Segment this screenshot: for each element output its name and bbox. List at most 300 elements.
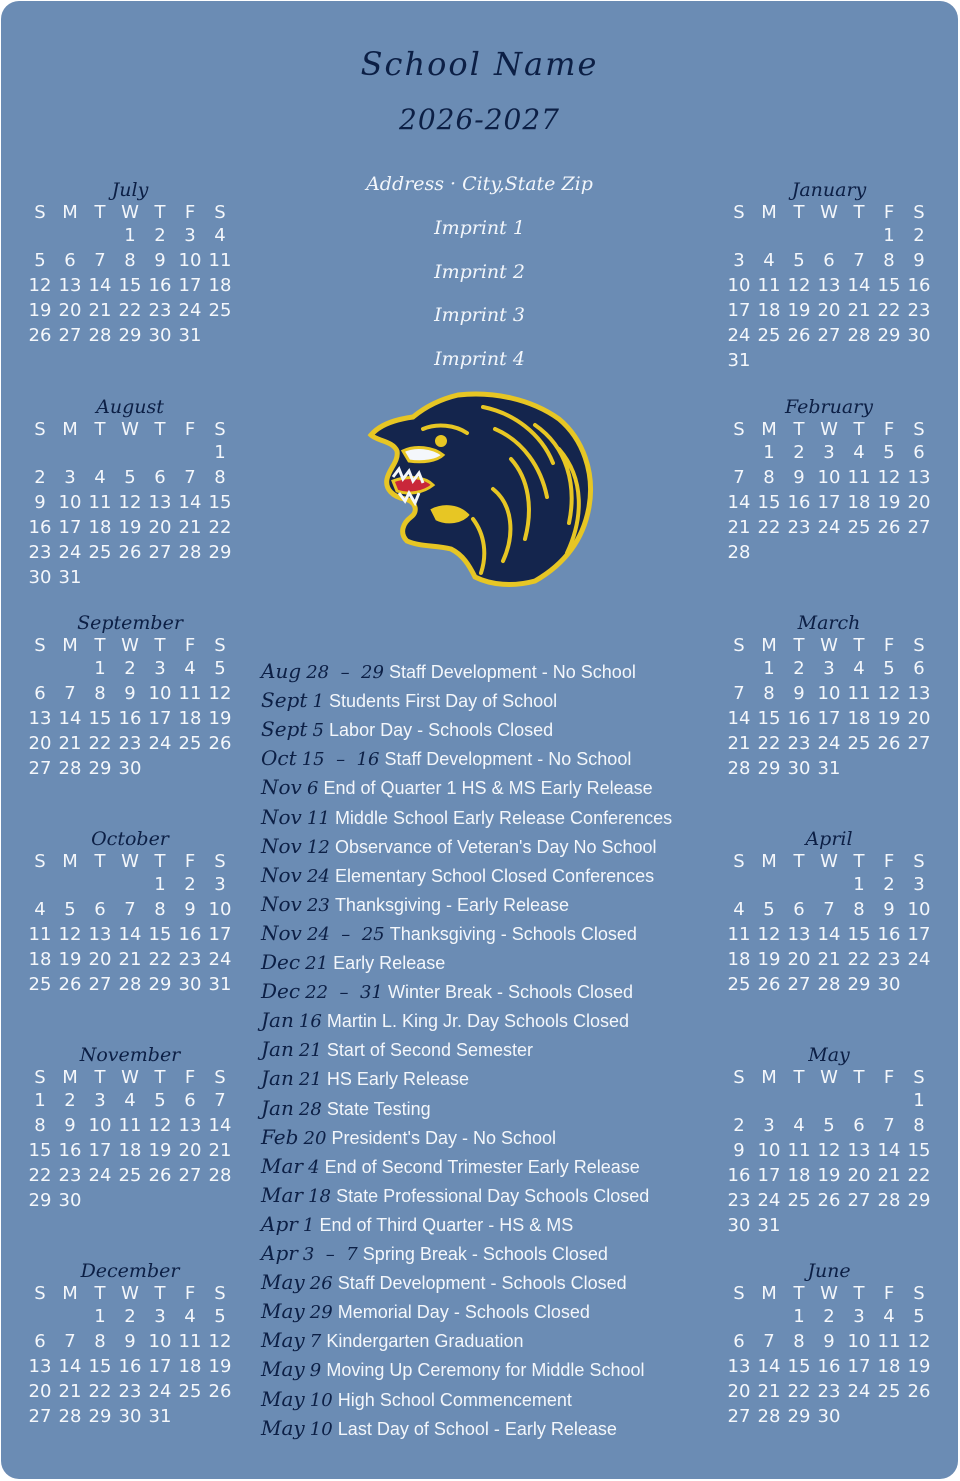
day-cell: 24 bbox=[907, 949, 931, 970]
event-month: May bbox=[261, 1270, 305, 1295]
weekday-label: F bbox=[883, 850, 895, 872]
weekday-label: T bbox=[94, 1282, 106, 1304]
month-name: September bbox=[77, 612, 183, 634]
week-row bbox=[25, 1188, 235, 1213]
weekday-label: M bbox=[761, 418, 777, 440]
day-cell: 19 bbox=[28, 300, 52, 321]
day-cell: 4 bbox=[184, 658, 196, 679]
day-cell: 3 bbox=[823, 658, 835, 679]
day-cell: 12 bbox=[877, 467, 901, 488]
month-july bbox=[25, 179, 235, 348]
weekday-label: S bbox=[913, 1282, 925, 1304]
event-description: Kindergarten Graduation bbox=[326, 1331, 524, 1352]
month-september bbox=[25, 612, 235, 781]
day-cell: 31 bbox=[757, 1215, 781, 1236]
week-row bbox=[25, 656, 235, 681]
week-row bbox=[25, 1379, 235, 1404]
day-cell: 27 bbox=[28, 758, 52, 779]
weekday-label: S bbox=[913, 850, 925, 872]
weekday-label: W bbox=[820, 850, 838, 872]
day-cell: 14 bbox=[118, 924, 142, 945]
week-row bbox=[724, 540, 934, 565]
day-cell: 8 bbox=[214, 467, 226, 488]
day-cell: 17 bbox=[817, 708, 841, 729]
weekday-label: T bbox=[154, 1066, 166, 1088]
weekday-label: S bbox=[214, 1282, 226, 1304]
event-description: Observance of Veteran's Day No School bbox=[334, 836, 657, 857]
week-row bbox=[724, 1188, 934, 1213]
day-cell: 1 bbox=[94, 1306, 106, 1327]
weekday-label: S bbox=[913, 1066, 925, 1088]
event-description: Thanksgiving - Schools Closed bbox=[389, 923, 637, 944]
day-cell: 9 bbox=[883, 899, 895, 920]
day-cell: 14 bbox=[727, 708, 751, 729]
day-cell: 4 bbox=[94, 467, 106, 488]
month-name: February bbox=[784, 396, 873, 418]
day-cell: 20 bbox=[847, 1165, 871, 1186]
day-cell: 25 bbox=[178, 1381, 202, 1402]
day-cell: 3 bbox=[763, 1115, 775, 1136]
event-date: 1 bbox=[312, 691, 324, 713]
day-cell: 24 bbox=[757, 1190, 781, 1211]
day-cell: 14 bbox=[817, 924, 841, 945]
day-cell: 24 bbox=[727, 325, 751, 346]
day-cell: 5 bbox=[214, 658, 226, 679]
day-cell: 18 bbox=[28, 949, 52, 970]
day-cell: 20 bbox=[178, 1140, 202, 1161]
day-cell: 16 bbox=[178, 924, 202, 945]
weekday-label: M bbox=[62, 1282, 78, 1304]
day-cell: 9 bbox=[124, 1331, 136, 1352]
day-cell: 5 bbox=[823, 1115, 835, 1136]
event-month: May bbox=[261, 1328, 305, 1353]
weekday-label: W bbox=[820, 1282, 838, 1304]
event-date: 16 bbox=[298, 1011, 322, 1033]
school-name: School Name bbox=[360, 45, 599, 83]
day-cell: 12 bbox=[118, 492, 142, 513]
month-name: April bbox=[805, 828, 853, 850]
day-cell: 8 bbox=[883, 250, 895, 271]
calendar-card bbox=[1, 1, 958, 1479]
day-cell: 14 bbox=[727, 492, 751, 513]
day-cell: 5 bbox=[34, 250, 46, 271]
day-cell: 26 bbox=[877, 733, 901, 754]
day-cell: 19 bbox=[757, 949, 781, 970]
week-row bbox=[724, 273, 934, 298]
week-row bbox=[25, 1138, 235, 1163]
day-cell: 13 bbox=[727, 1356, 751, 1377]
event-item bbox=[261, 1414, 617, 1442]
day-cell: 22 bbox=[907, 1165, 931, 1186]
day-cell: 23 bbox=[118, 733, 142, 754]
day-cell: 7 bbox=[733, 467, 745, 488]
event-date: 7 bbox=[309, 1331, 322, 1353]
weekday-label: T bbox=[793, 1066, 805, 1088]
week-row bbox=[724, 465, 934, 490]
weekday-label: F bbox=[184, 850, 196, 872]
day-cell: 28 bbox=[817, 974, 841, 995]
event-month: Dec bbox=[261, 979, 301, 1004]
day-cell: 28 bbox=[208, 1165, 232, 1186]
weekday-label: M bbox=[761, 1066, 777, 1088]
weekday-label: S bbox=[34, 850, 46, 872]
day-cell: 6 bbox=[34, 683, 46, 704]
day-cell: 1 bbox=[214, 442, 226, 463]
event-description: Middle School Early Release Conferences bbox=[334, 807, 673, 828]
day-cell: 3 bbox=[853, 1306, 865, 1327]
event-description: Start of Second Semester bbox=[326, 1040, 534, 1061]
weekday-header bbox=[724, 850, 934, 872]
week-row bbox=[724, 298, 934, 323]
weekday-header bbox=[25, 1282, 235, 1304]
weekday-label: F bbox=[184, 201, 196, 223]
event-item bbox=[261, 919, 637, 947]
day-cell: 21 bbox=[877, 1165, 901, 1186]
week-row bbox=[724, 972, 934, 997]
day-cell: 29 bbox=[907, 1190, 931, 1211]
day-cell: 20 bbox=[787, 949, 811, 970]
week-row bbox=[25, 565, 235, 590]
day-cell: 28 bbox=[727, 542, 751, 563]
weekday-label: T bbox=[154, 850, 166, 872]
week-row bbox=[25, 490, 235, 515]
week-row bbox=[724, 490, 934, 515]
day-cell: 26 bbox=[148, 1165, 172, 1186]
weekday-label: S bbox=[733, 1066, 745, 1088]
day-cell: 13 bbox=[847, 1140, 871, 1161]
day-cell: 5 bbox=[883, 442, 895, 463]
event-item bbox=[261, 977, 633, 1005]
weekday-header bbox=[724, 634, 934, 656]
weekday-label: T bbox=[853, 634, 865, 656]
week-row bbox=[724, 1354, 934, 1379]
address-line: Address · City,State Zip bbox=[366, 173, 593, 195]
day-cell: 25 bbox=[118, 1165, 142, 1186]
day-cell: 5 bbox=[154, 1090, 166, 1111]
day-cell: 24 bbox=[178, 300, 202, 321]
weekday-label: T bbox=[793, 1282, 805, 1304]
day-cell: 9 bbox=[154, 250, 166, 271]
day-cell: 21 bbox=[757, 1381, 781, 1402]
day-cell: 18 bbox=[118, 1140, 142, 1161]
day-cell: 20 bbox=[148, 517, 172, 538]
day-cell: 9 bbox=[913, 250, 925, 271]
weekday-label: F bbox=[883, 201, 895, 223]
month-may bbox=[724, 1044, 934, 1238]
week-row bbox=[25, 706, 235, 731]
month-name: November bbox=[79, 1044, 181, 1066]
week-row bbox=[724, 756, 934, 781]
weekday-label: S bbox=[913, 201, 925, 223]
week-row bbox=[25, 273, 235, 298]
day-cell: 8 bbox=[763, 467, 775, 488]
day-cell: 26 bbox=[877, 517, 901, 538]
day-cell: 13 bbox=[907, 683, 931, 704]
day-cell: 10 bbox=[148, 683, 172, 704]
week-row bbox=[724, 1329, 934, 1354]
day-cell: 19 bbox=[208, 708, 232, 729]
day-cell: 11 bbox=[118, 1115, 142, 1136]
day-cell: 21 bbox=[208, 1140, 232, 1161]
day-cell: 17 bbox=[727, 300, 751, 321]
event-item bbox=[261, 1094, 431, 1122]
day-cell: 27 bbox=[847, 1190, 871, 1211]
day-cell: 5 bbox=[214, 1306, 226, 1327]
week-row bbox=[25, 731, 235, 756]
week-row bbox=[724, 706, 934, 731]
event-date: 18 bbox=[308, 1185, 331, 1207]
day-cell: 10 bbox=[817, 467, 841, 488]
weekday-header bbox=[724, 1066, 934, 1088]
event-item bbox=[261, 1006, 629, 1034]
day-cell: 25 bbox=[727, 974, 751, 995]
day-cell: 14 bbox=[757, 1356, 781, 1377]
day-cell: 28 bbox=[178, 542, 202, 563]
week-row bbox=[724, 248, 934, 273]
day-cell: 31 bbox=[148, 1406, 172, 1427]
weekday-label: S bbox=[214, 634, 226, 656]
day-cell: 3 bbox=[913, 874, 925, 895]
event-date: 23 bbox=[306, 894, 330, 916]
day-cell: 24 bbox=[58, 542, 82, 563]
week-row bbox=[25, 1113, 235, 1138]
day-cell: 10 bbox=[88, 1115, 112, 1136]
week-row bbox=[724, 1379, 934, 1404]
day-cell: 27 bbox=[88, 974, 112, 995]
day-cell: 23 bbox=[148, 300, 172, 321]
weekday-label: W bbox=[121, 1066, 139, 1088]
week-row bbox=[724, 731, 934, 756]
weekday-label: F bbox=[184, 1282, 196, 1304]
weekday-label: T bbox=[853, 1282, 865, 1304]
event-date: 22 – 31 bbox=[305, 982, 383, 1004]
day-cell: 3 bbox=[214, 874, 226, 895]
weekday-label: M bbox=[62, 1066, 78, 1088]
day-cell: 24 bbox=[817, 517, 841, 538]
weekday-label: W bbox=[121, 850, 139, 872]
event-item bbox=[261, 1064, 469, 1092]
day-cell: 11 bbox=[847, 467, 871, 488]
month-name: July bbox=[111, 179, 149, 201]
day-cell: 12 bbox=[757, 924, 781, 945]
event-date: 21 bbox=[298, 1040, 322, 1062]
imprint-3: Imprint 3 bbox=[434, 304, 525, 326]
day-cell: 16 bbox=[787, 708, 811, 729]
day-cell: 11 bbox=[757, 275, 781, 296]
day-cell: 21 bbox=[88, 300, 112, 321]
day-cell: 4 bbox=[853, 658, 865, 679]
day-cell: 24 bbox=[208, 949, 232, 970]
weekday-label: F bbox=[184, 634, 196, 656]
weekday-header bbox=[724, 201, 934, 223]
day-cell: 29 bbox=[757, 758, 781, 779]
day-cell: 10 bbox=[58, 492, 82, 513]
event-date: 26 bbox=[309, 1273, 333, 1295]
day-cell: 28 bbox=[118, 974, 142, 995]
day-cell: 18 bbox=[88, 517, 112, 538]
day-cell: 12 bbox=[28, 275, 52, 296]
day-cell: 19 bbox=[118, 517, 142, 538]
day-cell: 20 bbox=[727, 1381, 751, 1402]
day-cell: 5 bbox=[124, 467, 136, 488]
event-description: President's Day - No School bbox=[331, 1127, 557, 1148]
event-month: Jan bbox=[261, 1037, 294, 1062]
day-cell: 10 bbox=[847, 1331, 871, 1352]
event-item bbox=[261, 803, 672, 831]
day-cell: 3 bbox=[154, 658, 166, 679]
day-cell: 19 bbox=[877, 492, 901, 513]
day-cell: 14 bbox=[58, 1356, 82, 1377]
week-row bbox=[724, 348, 934, 373]
event-item bbox=[261, 1355, 644, 1383]
school-year: 2026-2027 bbox=[399, 103, 560, 136]
weekday-label: S bbox=[34, 418, 46, 440]
day-cell: 23 bbox=[118, 1381, 142, 1402]
day-cell: 8 bbox=[763, 683, 775, 704]
day-cell: 7 bbox=[853, 250, 865, 271]
day-cell: 2 bbox=[34, 467, 46, 488]
week-row bbox=[724, 1213, 934, 1238]
day-cell: 15 bbox=[847, 924, 871, 945]
day-cell: 26 bbox=[757, 974, 781, 995]
day-cell: 27 bbox=[787, 974, 811, 995]
event-date: 1 bbox=[302, 1214, 315, 1236]
day-cell: 17 bbox=[148, 708, 172, 729]
day-cell: 26 bbox=[208, 733, 232, 754]
day-cell: 31 bbox=[58, 567, 82, 588]
day-cell: 30 bbox=[787, 758, 811, 779]
day-cell: 6 bbox=[913, 442, 925, 463]
day-cell: 13 bbox=[817, 275, 841, 296]
weekday-label: S bbox=[913, 634, 925, 656]
event-month: May bbox=[261, 1299, 305, 1324]
day-cell: 3 bbox=[154, 1306, 166, 1327]
event-month: May bbox=[261, 1357, 305, 1382]
week-row bbox=[25, 681, 235, 706]
week-row bbox=[724, 922, 934, 947]
day-cell: 4 bbox=[34, 899, 46, 920]
event-item bbox=[261, 657, 636, 685]
day-cell: 14 bbox=[208, 1115, 232, 1136]
day-cell: 27 bbox=[727, 1406, 751, 1427]
week-row bbox=[25, 1163, 235, 1188]
weekday-label: S bbox=[733, 1282, 745, 1304]
event-description: Last Day of School - Early Release bbox=[337, 1418, 617, 1439]
event-item bbox=[261, 1035, 533, 1063]
day-cell: 20 bbox=[907, 708, 931, 729]
day-cell: 22 bbox=[88, 1381, 112, 1402]
day-cell: 4 bbox=[883, 1306, 895, 1327]
month-february bbox=[724, 396, 934, 565]
week-row bbox=[25, 756, 235, 781]
week-row bbox=[25, 1354, 235, 1379]
weekday-label: M bbox=[62, 418, 78, 440]
day-cell: 11 bbox=[727, 924, 751, 945]
month-name: October bbox=[91, 828, 169, 850]
weekday-label: M bbox=[62, 634, 78, 656]
event-month: Feb bbox=[261, 1124, 299, 1149]
day-cell: 18 bbox=[877, 1356, 901, 1377]
weekday-label: T bbox=[94, 418, 106, 440]
day-cell: 10 bbox=[178, 250, 202, 271]
event-month: May bbox=[261, 1386, 305, 1411]
event-item bbox=[261, 1385, 572, 1413]
day-cell: 16 bbox=[817, 1356, 841, 1377]
event-description: Thanksgiving - Early Release bbox=[334, 894, 570, 915]
day-cell: 15 bbox=[877, 275, 901, 296]
day-cell: 20 bbox=[28, 1381, 52, 1402]
day-cell: 2 bbox=[124, 658, 136, 679]
day-cell: 22 bbox=[118, 300, 142, 321]
day-cell: 2 bbox=[823, 1306, 835, 1327]
day-cell: 26 bbox=[58, 974, 82, 995]
weekday-label: T bbox=[154, 418, 166, 440]
event-description: High School Commencement bbox=[337, 1389, 572, 1410]
weekday-label: S bbox=[214, 201, 226, 223]
day-cell: 6 bbox=[853, 1115, 865, 1136]
day-cell: 26 bbox=[907, 1381, 931, 1402]
weekday-label: M bbox=[761, 634, 777, 656]
day-cell: 22 bbox=[757, 733, 781, 754]
day-cell: 6 bbox=[733, 1331, 745, 1352]
weekday-label: S bbox=[214, 1066, 226, 1088]
day-cell: 18 bbox=[847, 708, 871, 729]
day-cell: 8 bbox=[124, 250, 136, 271]
day-cell: 4 bbox=[853, 442, 865, 463]
weekday-label: T bbox=[154, 201, 166, 223]
day-cell: 12 bbox=[787, 275, 811, 296]
event-month: Oct bbox=[261, 746, 297, 771]
day-cell: 17 bbox=[208, 924, 232, 945]
day-cell: 23 bbox=[877, 949, 901, 970]
day-cell: 1 bbox=[124, 225, 136, 246]
day-cell: 26 bbox=[28, 325, 52, 346]
day-cell: 3 bbox=[94, 1090, 106, 1111]
event-description: State Professional Day Schools Closed bbox=[336, 1185, 650, 1206]
day-cell: 20 bbox=[907, 492, 931, 513]
day-cell: 28 bbox=[727, 758, 751, 779]
day-cell: 13 bbox=[148, 492, 172, 513]
day-cell: 17 bbox=[817, 492, 841, 513]
day-cell: 6 bbox=[154, 467, 166, 488]
day-cell: 19 bbox=[877, 708, 901, 729]
day-cell: 22 bbox=[787, 1381, 811, 1402]
day-cell: 8 bbox=[34, 1115, 46, 1136]
day-cell: 14 bbox=[178, 492, 202, 513]
day-cell: 17 bbox=[907, 924, 931, 945]
weekday-label: S bbox=[34, 201, 46, 223]
day-cell: 4 bbox=[124, 1090, 136, 1111]
day-cell: 1 bbox=[853, 874, 865, 895]
day-cell: 7 bbox=[124, 899, 136, 920]
day-cell: 30 bbox=[58, 1190, 82, 1211]
event-description: State Testing bbox=[326, 1098, 431, 1119]
week-row bbox=[724, 1163, 934, 1188]
day-cell: 9 bbox=[64, 1115, 76, 1136]
day-cell: 15 bbox=[208, 492, 232, 513]
day-cell: 25 bbox=[847, 733, 871, 754]
event-description: Labor Day - Schools Closed bbox=[329, 720, 554, 741]
day-cell: 18 bbox=[208, 275, 232, 296]
weekday-label: T bbox=[793, 418, 805, 440]
day-cell: 2 bbox=[883, 874, 895, 895]
week-row bbox=[724, 1304, 934, 1329]
event-item bbox=[261, 1268, 627, 1296]
weekday-label: W bbox=[121, 201, 139, 223]
day-cell: 11 bbox=[178, 1331, 202, 1352]
event-month: Apr bbox=[261, 1241, 298, 1265]
day-cell: 1 bbox=[763, 442, 775, 463]
